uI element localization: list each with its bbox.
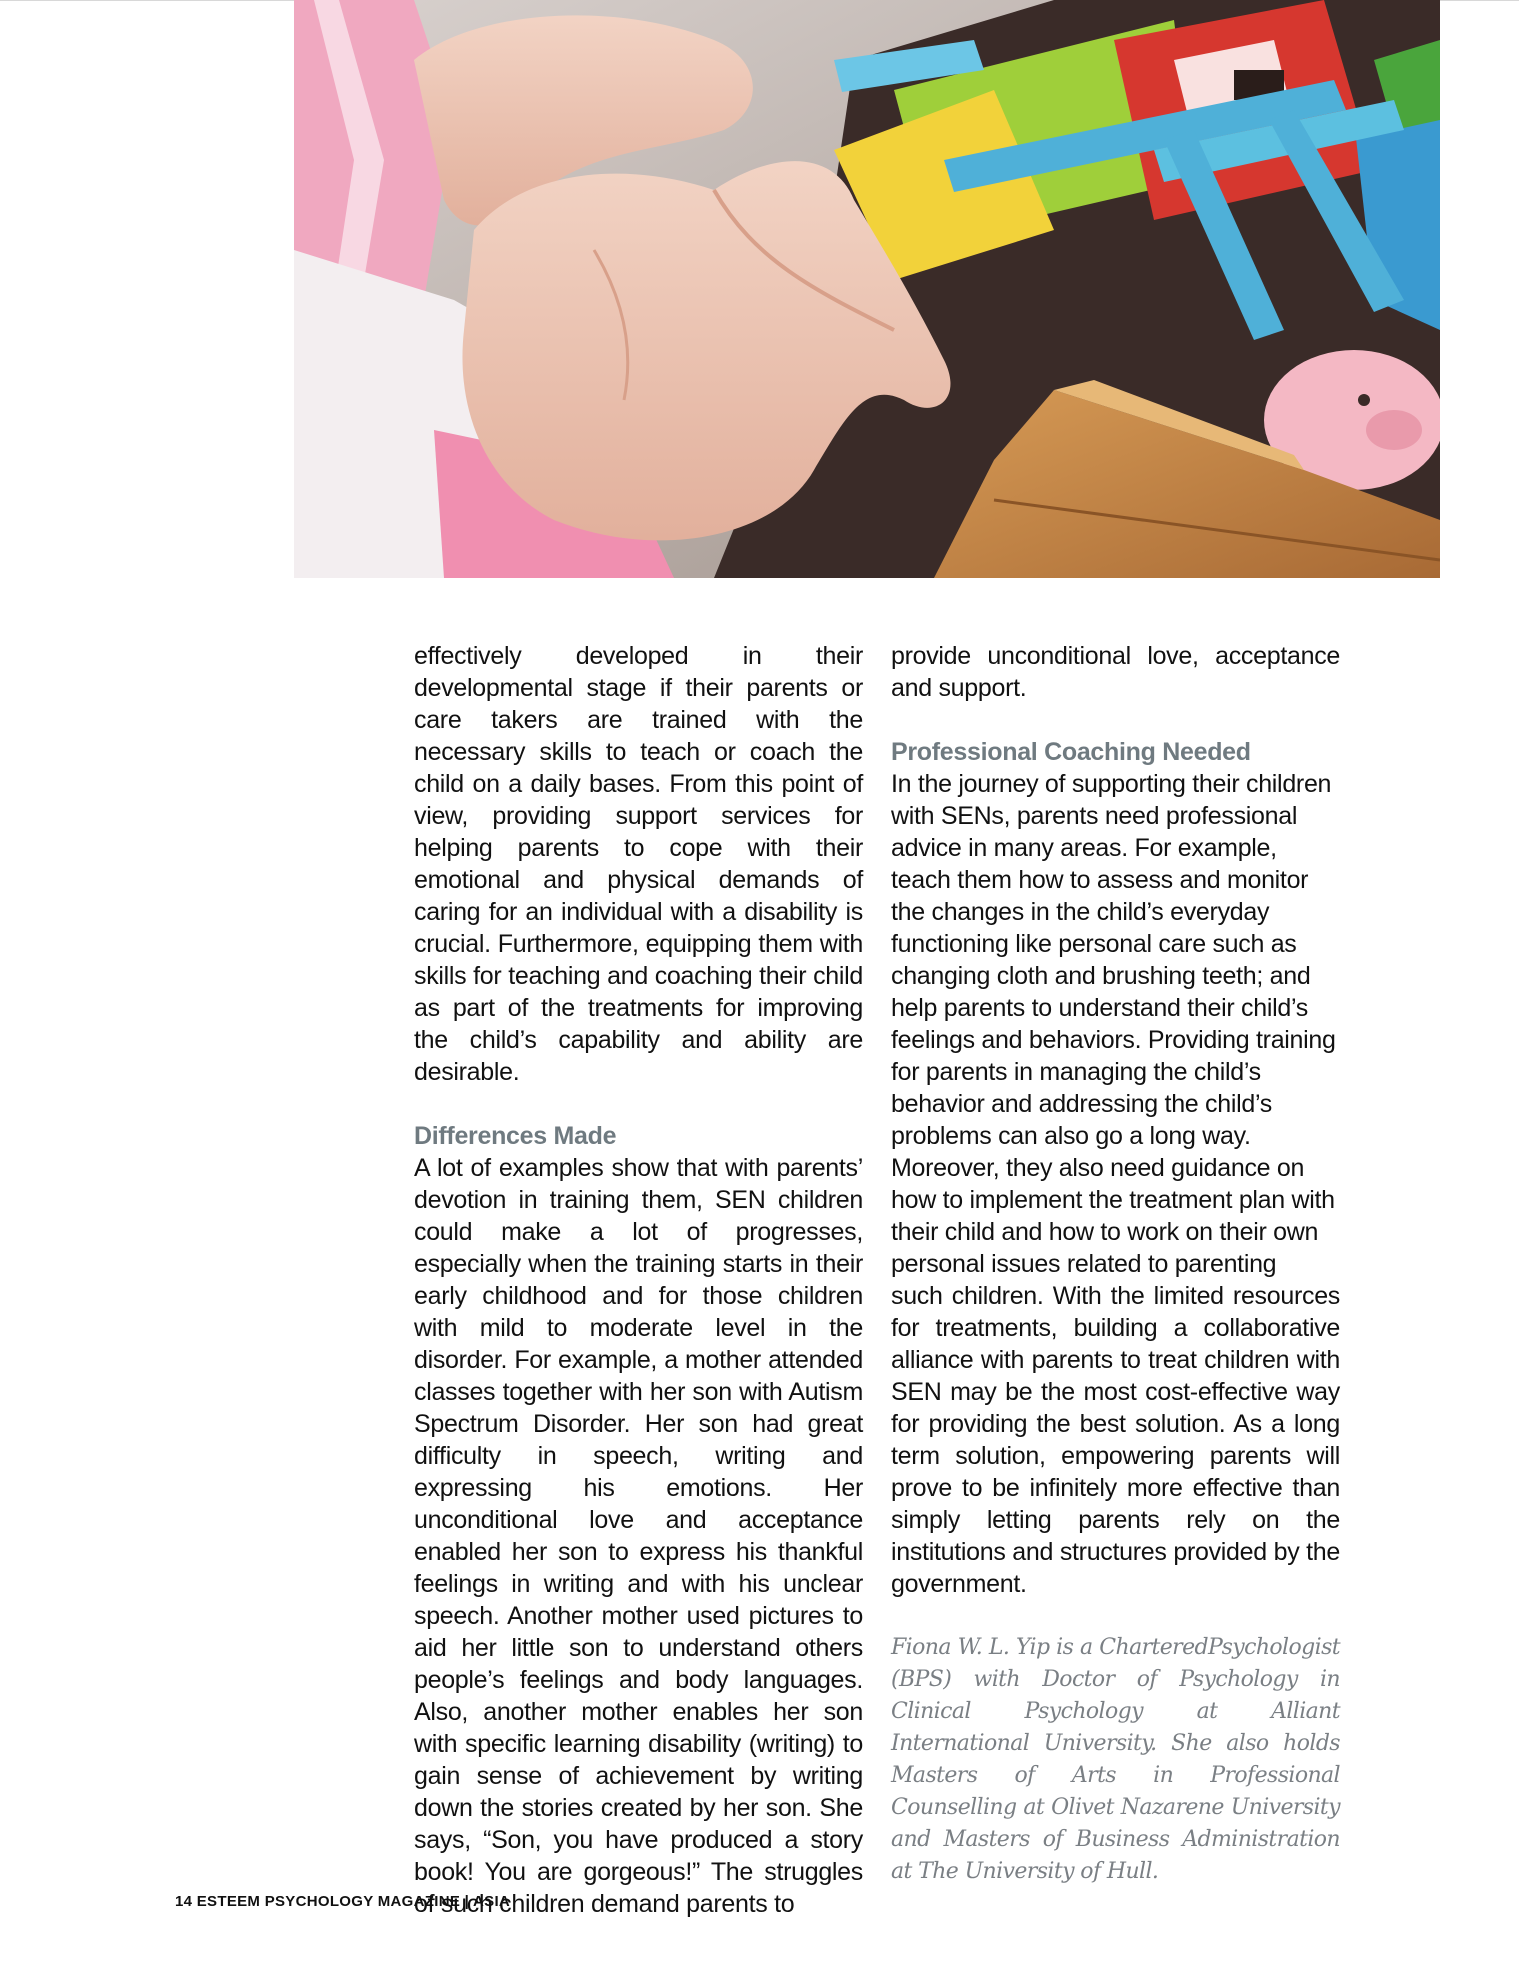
child-hands-playing-puzzle-photo (294, 0, 1440, 578)
author-bio: Fiona W. L. Yip is a CharteredPsychologist (BPS) with Doctor of Psychology in Clinical Psychology at Alliant International University. She also holds Masters of Arts in Professional Counselling at Olivet Nazarene University and Masters of Business Administration at The University of Hull. (891, 1635, 1340, 1884)
left-paragraph-2: A lot of examples show that with parents’ devotion in training them, SEN children could make a lot of progresses, especially when the training starts in their early childhood and for those children with mild to moderate level in the disorder. For example, a mother attended classes together with her son with Autism Spectrum Disorder. Her son had great difficulty in speech, writing and expressing his emotions. Her unconditional love and acceptance enabled her son to express his thankful feelings in writing and with his unclear speech. Another mother used pictures to aid her little son to understand others people’s feelings and body languages. Also, another mother enables her son with specific learning disability (writing) to gain sense of achievement by writing down the stories created by her son. She says, “Son, you have produced a story book! You are gorgeous!” The struggles of such children demand parents to (414, 1154, 863, 1918)
left-paragraph-1: effectively developed in their developmental stage if their parents or care takers are trained with the necessary skills to teach or coach the child on a daily bases. From this point of view, providing support services for helping parents to cope with their emotional and physical demands of caring for an individual with a disability is crucial. Furthermore, equipping them with skills for teaching and coaching their child as part of the treatments for improving the child’s capability and ability are desirable. (414, 642, 863, 1086)
professional-coaching-heading: Professional Coaching Needed (891, 738, 1251, 766)
right-paragraph-2: In the journey of supporting their children with SENs, parents need professional advice in many areas. For example, teach them how to assess and monitor the changes in the child’s everyday functioning like personal care such as changing cloth and brushing teeth; and help parents to understand their child’s feelings and behaviors. Providing training for parents in managing the child’s behavior and addressing the child’s problems can also go a long way. Moreover, they also need guidance on how to implement the treatment plan with their child and how to work on their own personal issues related to parenting (891, 770, 1336, 1278)
article-photo (294, 0, 1440, 578)
right-paragraph-1: provide unconditional love, acceptance and support. (891, 642, 1340, 702)
right-paragraph-3: such children. With the limited resources for treatments, building a collaborative alliance with parents to treat children with SEN may be the most cost-effective way for providing the best solution. As a long term solution, empowering parents will prove to be infinitely more effective than simply letting parents rely on the institutions and structures provided by the government. (891, 1282, 1340, 1598)
right-column (891, 640, 1340, 1888)
left-column (414, 640, 863, 1920)
page-footer: 14 ESTEEM PSYCHOLOGY MAGAZINE | ASIA (175, 1893, 511, 1910)
differences-made-heading: Differences Made (414, 1122, 617, 1150)
